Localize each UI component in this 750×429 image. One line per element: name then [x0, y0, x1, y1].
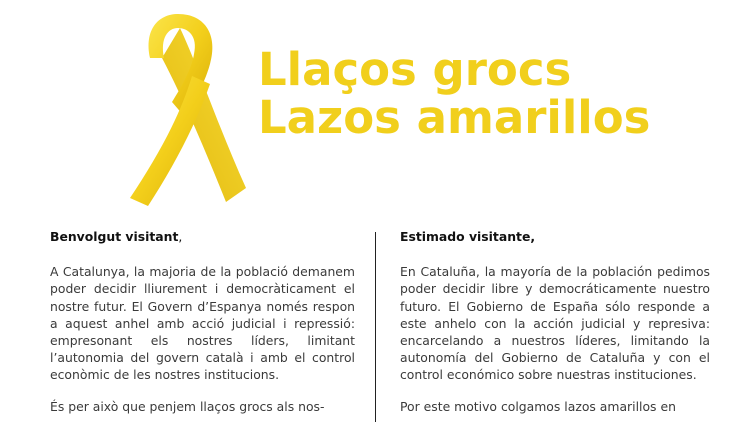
catalan-greeting-text: Benvolgut visitant: [50, 229, 179, 244]
catalan-paragraph-1: A Catalunya, la majoria de la població demanem poder decidir lliurement i democràticament el nostre futur. El Govern d’Espanya només respon a aquest anhel amb acció judicial i repressió: empresonant els nostres líders, limitant l’autonomia del govern català i amb el control econòmic de les nostres institucions.: [50, 264, 355, 383]
spanish-paragraph-2: Por este motivo colgamos lazos amarillos en: [400, 398, 676, 414]
catalan-greeting-comma: ,: [178, 229, 183, 244]
title-catalan: Llaços grocs: [258, 43, 572, 96]
title-spanish: Lazos amarillos: [258, 91, 651, 144]
spanish-paragraph-1: En Cataluña, la mayoría de la población pedimos poder decidir libre y democráticamente nuestro futuro. El Gobierno de España sólo responde a este anhelo con la acción judicial y represiva: encarcelando a nuestros líderes, limitando la autonomía del Gobierno de Cataluña y con el control económico sobre nuestras instituciones.: [400, 264, 710, 383]
spanish-greeting: Estimado visitante,: [400, 229, 536, 244]
page-title: [258, 43, 651, 144]
column-divider: [375, 232, 376, 422]
yellow-ribbon-icon: [118, 6, 258, 206]
catalan-column: [50, 228, 355, 429]
catalan-paragraph-2: És per això que penjem llaços grocs als nos-: [50, 398, 325, 414]
catalan-greeting: [50, 228, 355, 245]
spanish-column: [400, 228, 710, 429]
